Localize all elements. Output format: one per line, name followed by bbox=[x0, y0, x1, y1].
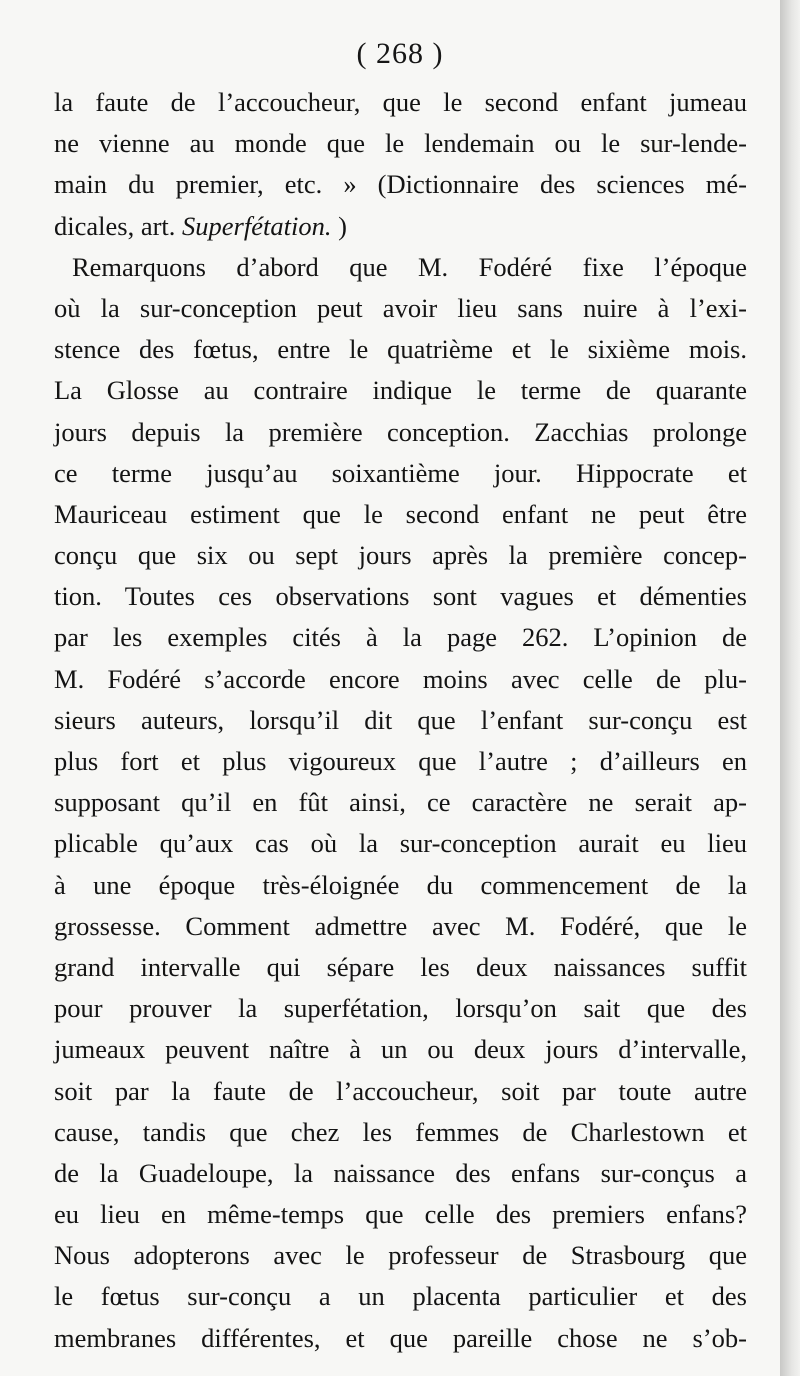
paragraph-1 bbox=[54, 82, 747, 247]
text-line: grand intervalle qui sépare les deux naissances suffit bbox=[54, 951, 747, 982]
text-span: dicales, art. bbox=[54, 210, 183, 241]
text-line: plus fort et plus vigoureux que l’autre ; d’ailleurs en bbox=[54, 746, 747, 776]
text-line: Mauriceau estiment que le second enfant ne peut être bbox=[54, 498, 747, 529]
text-line: le fœtus sur-conçu a un placenta particulier et des bbox=[54, 1281, 747, 1312]
text-line: cause, tandis que chez les femmes de Charlestown et bbox=[54, 1116, 747, 1147]
text-span: ) bbox=[331, 210, 347, 241]
text-line: M. Fodéré s’accorde encore moins avec celle de plu- bbox=[54, 663, 747, 694]
text-line: grossesse. Comment admettre avec M. Fodéré, que le bbox=[54, 910, 747, 941]
page-edge-shadow bbox=[780, 0, 800, 1376]
page-number: ( 268 ) bbox=[356, 37, 444, 70]
text-line: Nous adopterons avec le professeur de Strasbourg que bbox=[54, 1240, 747, 1271]
text-line: ce terme jusqu’au soixantième jour. Hippocrate et bbox=[54, 457, 747, 488]
text-line: eu lieu en même-temps que celle des premiers enfans? bbox=[54, 1199, 747, 1230]
text-line bbox=[54, 206, 747, 247]
text-line: supposant qu’il en fût ainsi, ce caractère ne serait ap- bbox=[54, 787, 747, 818]
text-line: plicable qu’aux cas où la sur-conception aurait eu lieu bbox=[54, 828, 747, 859]
body-text bbox=[54, 82, 747, 1359]
text-line: pour prouver la superfétation, lorsqu’on sait que des bbox=[54, 993, 747, 1024]
text-line: membranes différentes, et que pareille chose ne s’ob- bbox=[54, 1322, 747, 1353]
paragraph-2 bbox=[54, 247, 747, 1359]
text-line: conçu que six ou sept jours après la première concep- bbox=[54, 540, 747, 571]
text-line: soit par la faute de l’accoucheur, soit par toute autre bbox=[54, 1075, 747, 1106]
text-line: jours depuis la première conception. Zacchias prolonge bbox=[54, 416, 747, 447]
text-line: La Glosse au contraire indique le terme de quarante bbox=[54, 375, 747, 406]
italic-term: Superfétation. bbox=[182, 210, 332, 241]
text-line: tion. Toutes ces observations sont vagues et démenties bbox=[54, 581, 747, 612]
text-line: main du premier, etc. » (Dictionnaire des sciences mé- bbox=[54, 169, 747, 200]
text-line: ne vienne au monde que le lendemain ou le sur-lende- bbox=[54, 128, 747, 159]
text-line: Remarquons d’abord que M. Fodéré fixe l’époque bbox=[72, 251, 747, 282]
text-line: de la Guadeloupe, la naissance des enfans sur-conçus a bbox=[54, 1157, 747, 1188]
text-line: à une époque très-éloignée du commencement de la bbox=[54, 869, 747, 900]
text-line: stence des fœtus, entre le quatrième et le sixième mois. bbox=[54, 334, 747, 365]
text-line: jumeaux peuvent naître à un ou deux jours d’intervalle, bbox=[54, 1034, 747, 1065]
text-line: la faute de l’accoucheur, que le second enfant jumeau bbox=[54, 87, 747, 117]
text-line: par les exemples cités à la page 262. L’opinion de bbox=[54, 622, 747, 653]
text-line: sieurs auteurs, lorsqu’il dit que l’enfant sur-conçu est bbox=[54, 704, 747, 735]
text-line: où la sur-conception peut avoir lieu sans nuire à l’exi- bbox=[54, 292, 747, 323]
